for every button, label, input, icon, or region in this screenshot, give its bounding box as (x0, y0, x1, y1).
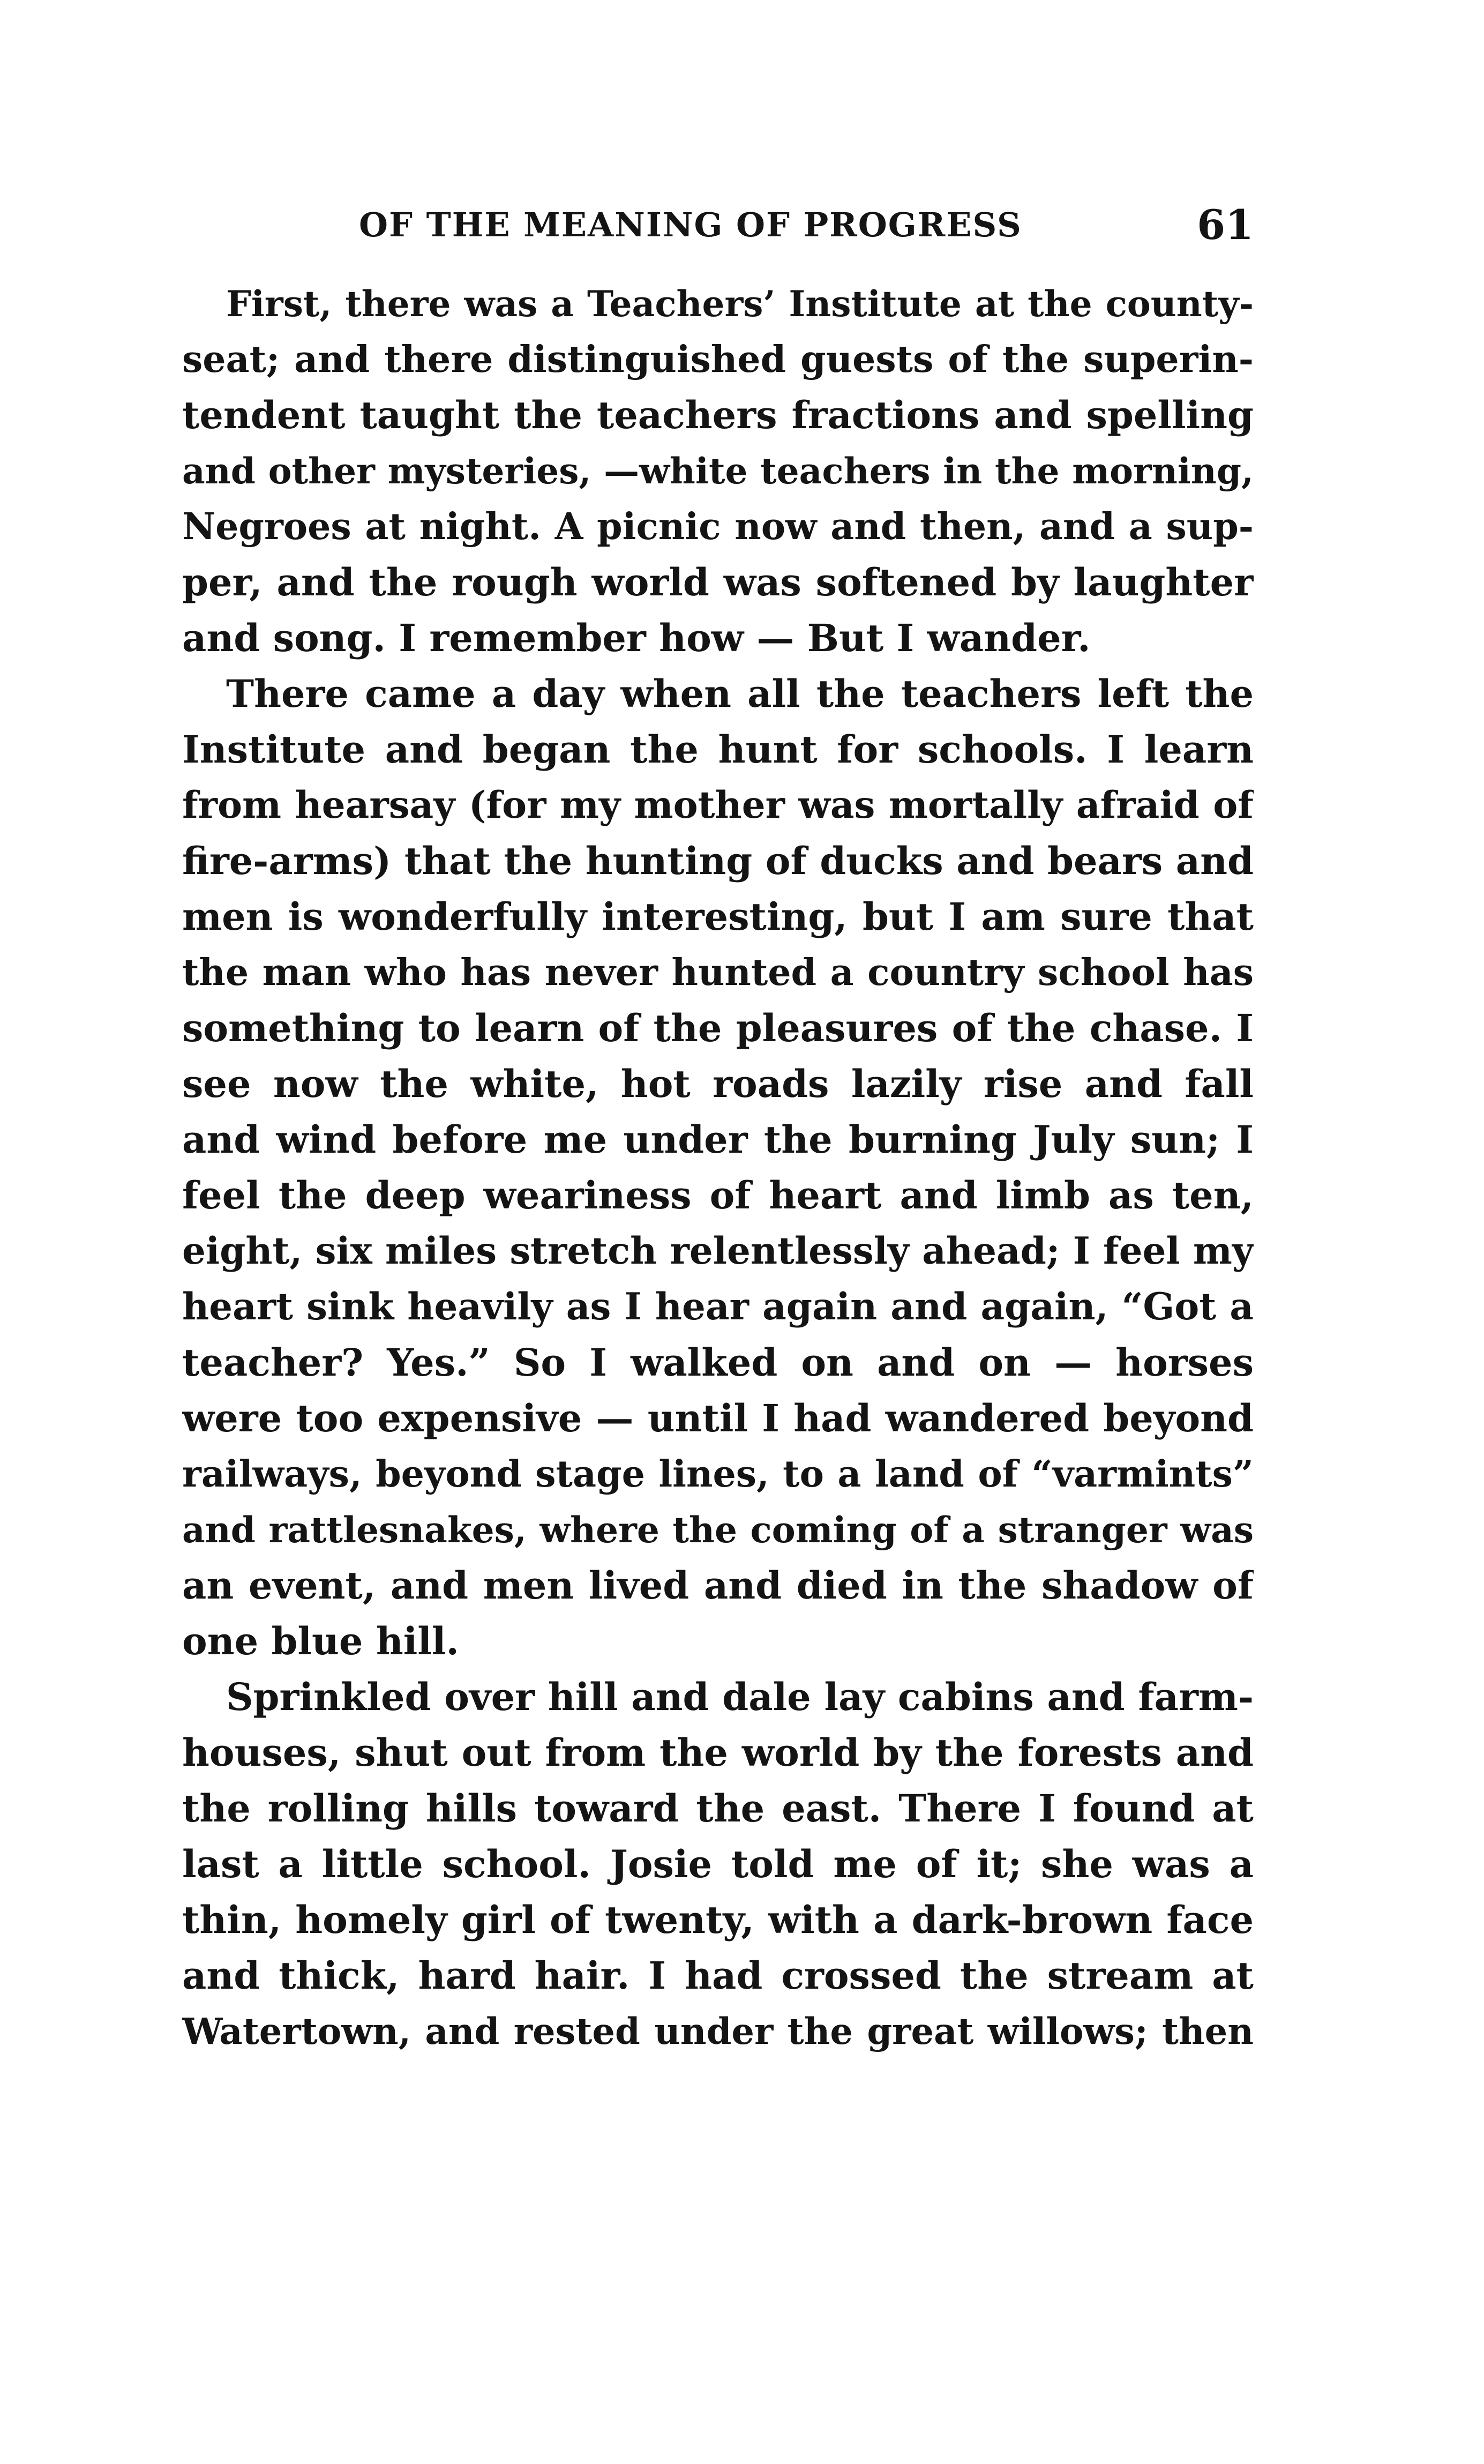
text-line: heart sink heavily as I hear again and again, “Got a (182, 1285, 1254, 1328)
running-title: OF THE MEANING OF PROGRESS (359, 205, 1022, 244)
text-line: There came a day when all the teachers left the (226, 671, 1254, 716)
text-line: and wind before me under the burning July sun; I (182, 1117, 1254, 1162)
text-line: Watertown, and rested under the great willows; then (182, 2010, 1254, 2052)
page-number: 61 (1197, 201, 1254, 249)
text-line: First, there was a Teachers’ Institute at the county- (226, 283, 1254, 325)
text-line: per, and the rough world was softened by laughter (182, 560, 1254, 604)
text-line: the man who has never hunted a country school has (182, 951, 1254, 994)
running-head (182, 196, 1254, 255)
text-line: railways, beyond stage lines, to a land of “varmints” (182, 1453, 1254, 1496)
text-line: from hearsay (for my mother was mortally afraid of (182, 783, 1254, 827)
text-line: one blue hill. (182, 1619, 459, 1663)
text-line: tendent taught the teachers fractions and spelling (182, 393, 1254, 437)
text-line: fire-arms) that the hunting of ducks and bears and (182, 839, 1254, 883)
text-line: and rattlesnakes, where the coming of a stranger was (182, 1509, 1254, 1551)
text-line: and other mysteries, —white teachers in the morning, (182, 450, 1254, 492)
text-line: seat; and there distinguished guests of the superin- (182, 338, 1254, 381)
text-line: eight, six miles stretch relentlessly ahead; I feel my (182, 1229, 1254, 1273)
text-line: Sprinkled over hill and dale lay cabins and farm- (226, 1675, 1254, 1719)
text-line: an event, and men lived and died in the shadow of (182, 1563, 1254, 1608)
body-text (182, 276, 1254, 2059)
text-line: teacher? Yes.” So I walked on and on — horses (182, 1340, 1254, 1385)
text-line: houses, shut out from the world by the forests and (182, 1730, 1254, 1775)
text-line: thin, homely girl of twenty, with a dark-brown face (182, 1898, 1254, 1942)
text-line: Institute and began the hunt for schools. I learn (182, 727, 1254, 772)
text-line: men is wonderfully interesting, but I am sure that (182, 894, 1254, 939)
text-line: were too expensive — until I had wandered beyond (182, 1396, 1254, 1440)
text-line: last a little school. Josie told me of it; she was a (182, 1842, 1254, 1886)
text-line: something to learn of the pleasures of the chase. I (182, 1006, 1254, 1050)
text-line: and song. I remember how — But I wander. (182, 616, 1091, 660)
text-line: Negroes at night. A picnic now and then, and a sup- (182, 505, 1254, 548)
text-line: and thick, hard hair. I had crossed the stream at (182, 1953, 1254, 1998)
text-line: feel the deep weariness of heart and limb as ten, (182, 1173, 1254, 1218)
text-line: see now the white, hot roads lazily rise and fall (182, 1062, 1254, 1106)
text-line: the rolling hills toward the east. There I found at (182, 1786, 1254, 1831)
